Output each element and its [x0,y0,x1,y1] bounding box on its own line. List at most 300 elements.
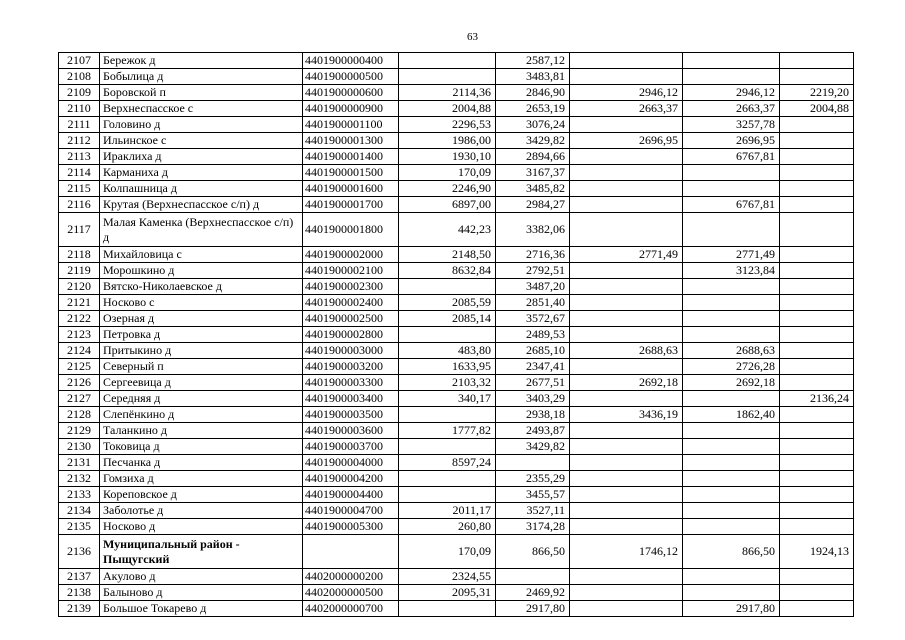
value-col-2: 3485,82 [496,181,570,197]
value-col-4: 866,50 [683,535,780,569]
value-col-2 [496,569,570,585]
value-col-3: 2663,37 [570,101,683,117]
settlements-table [58,52,854,617]
value-col-2: 2653,19 [496,101,570,117]
value-col-5 [780,279,854,295]
value-col-3 [570,471,683,487]
value-col-2: 2984,27 [496,197,570,213]
value-col-4: 2726,28 [683,359,780,375]
row-number: 2128 [59,407,100,423]
value-col-4 [683,439,780,455]
table-row [59,601,854,617]
value-col-4 [683,69,780,85]
value-col-2: 2938,18 [496,407,570,423]
oktmo-code: 4401900001700 [303,197,399,213]
table-row [59,407,854,423]
value-col-3 [570,569,683,585]
value-col-4 [683,503,780,519]
value-col-1: 2148,50 [399,247,496,263]
oktmo-code: 4401900001400 [303,149,399,165]
settlement-name: Боровской п [100,85,303,101]
table-row [59,311,854,327]
value-col-4 [683,487,780,503]
row-number: 2118 [59,247,100,263]
oktmo-code: 4401900002100 [303,263,399,279]
value-col-2: 2469,92 [496,585,570,601]
settlement-name: Песчанка д [100,455,303,471]
value-col-5 [780,601,854,617]
value-col-4 [683,53,780,69]
settlement-name: Головино д [100,117,303,133]
row-number: 2134 [59,503,100,519]
value-col-5 [780,133,854,149]
value-col-1: 8597,24 [399,455,496,471]
settlement-name: Колпашница д [100,181,303,197]
row-number: 2117 [59,213,100,247]
settlement-name: Гомзиха д [100,471,303,487]
value-col-3 [570,263,683,279]
settlement-name: Ираклиха д [100,149,303,165]
value-col-5 [780,247,854,263]
value-col-5 [780,569,854,585]
value-col-5 [780,359,854,375]
value-col-5 [780,213,854,247]
value-col-1 [399,439,496,455]
row-number: 2138 [59,585,100,601]
value-col-2: 2587,12 [496,53,570,69]
oktmo-code: 4401900003000 [303,343,399,359]
value-col-3 [570,391,683,407]
row-number: 2120 [59,279,100,295]
value-col-1: 1633,95 [399,359,496,375]
table-row [59,487,854,503]
row-number: 2122 [59,311,100,327]
oktmo-code: 4401900003600 [303,423,399,439]
settlement-name: Бережок д [100,53,303,69]
value-col-5 [780,503,854,519]
settlement-name: Вятско-Николаевское д [100,279,303,295]
table-row [59,263,854,279]
oktmo-code: 4402000000200 [303,569,399,585]
value-col-1: 8632,84 [399,263,496,279]
value-col-3 [570,487,683,503]
value-col-5 [780,455,854,471]
table-row [59,181,854,197]
value-col-1: 2246,90 [399,181,496,197]
oktmo-code: 4401900003700 [303,439,399,455]
row-number: 2131 [59,455,100,471]
value-col-4 [683,279,780,295]
value-col-4: 2946,12 [683,85,780,101]
value-col-5 [780,375,854,391]
value-col-2: 2851,40 [496,295,570,311]
value-col-4 [683,327,780,343]
settlement-name: Карманиха д [100,165,303,181]
value-col-5 [780,181,854,197]
value-col-1: 170,09 [399,535,496,569]
value-col-3 [570,327,683,343]
value-col-1: 2085,59 [399,295,496,311]
oktmo-code: 4401900002500 [303,311,399,327]
row-number: 2124 [59,343,100,359]
oktmo-code: 4401900004400 [303,487,399,503]
table-row [59,165,854,181]
value-col-2: 2716,36 [496,247,570,263]
value-col-1: 2004,88 [399,101,496,117]
oktmo-code: 4401900003200 [303,359,399,375]
oktmo-code: 4401900004000 [303,455,399,471]
value-col-4 [683,181,780,197]
oktmo-code: 4401900001600 [303,181,399,197]
value-col-1 [399,279,496,295]
value-col-2 [496,455,570,471]
row-number: 2108 [59,69,100,85]
value-col-3 [570,165,683,181]
table-row [59,535,854,569]
value-col-1 [399,471,496,487]
value-col-5 [780,519,854,535]
value-col-3: 2696,95 [570,133,683,149]
settlement-name: Носково с [100,295,303,311]
row-number: 2121 [59,295,100,311]
value-col-4 [683,295,780,311]
value-col-4 [683,391,780,407]
table-row [59,69,854,85]
value-col-3: 2946,12 [570,85,683,101]
value-col-3 [570,423,683,439]
value-col-1 [399,487,496,503]
settlement-name: Морошкино д [100,263,303,279]
value-col-5 [780,407,854,423]
value-col-1 [399,53,496,69]
table-row [59,101,854,117]
table-row [59,439,854,455]
value-col-5: 1924,13 [780,535,854,569]
table-row [59,391,854,407]
settlement-name: Ильинское с [100,133,303,149]
value-col-4 [683,585,780,601]
oktmo-code: 4401900001800 [303,213,399,247]
value-col-2: 2917,80 [496,601,570,617]
table-row [59,375,854,391]
value-col-1: 2103,32 [399,375,496,391]
value-col-3 [570,295,683,311]
value-col-3 [570,53,683,69]
value-col-4 [683,471,780,487]
settlement-name: Озерная д [100,311,303,327]
settlement-name: Балыново д [100,585,303,601]
table-row [59,455,854,471]
oktmo-code: 4401900002400 [303,295,399,311]
value-col-1 [399,69,496,85]
oktmo-code: 4401900000600 [303,85,399,101]
value-col-4 [683,455,780,471]
value-col-3 [570,311,683,327]
value-col-5 [780,149,854,165]
value-col-3: 2692,18 [570,375,683,391]
value-col-5 [780,585,854,601]
row-number: 2133 [59,487,100,503]
value-col-2: 2792,51 [496,263,570,279]
value-col-1 [399,327,496,343]
value-col-3 [570,181,683,197]
row-number: 2112 [59,133,100,149]
oktmo-code: 4401900004700 [303,503,399,519]
oktmo-code: 4401900003400 [303,391,399,407]
value-col-3 [570,503,683,519]
row-number: 2132 [59,471,100,487]
value-col-3 [570,601,683,617]
row-number: 2139 [59,601,100,617]
value-col-4: 3257,78 [683,117,780,133]
oktmo-code: 4401900003300 [303,375,399,391]
value-col-2: 2677,51 [496,375,570,391]
value-col-3 [570,279,683,295]
settlement-name: Токовица д [100,439,303,455]
value-col-4: 3123,84 [683,263,780,279]
settlement-name: Сергеевица д [100,375,303,391]
settlement-name: Северный п [100,359,303,375]
table-row [59,117,854,133]
row-number: 2114 [59,165,100,181]
table-row [59,569,854,585]
settlement-name: Слепёнкино д [100,407,303,423]
table-row [59,53,854,69]
value-col-5 [780,197,854,213]
value-col-2: 3572,67 [496,311,570,327]
oktmo-code: 4401900002800 [303,327,399,343]
value-col-2: 2685,10 [496,343,570,359]
value-col-1: 1986,00 [399,133,496,149]
value-col-4 [683,423,780,439]
value-col-1: 2296,53 [399,117,496,133]
value-col-4: 2696,95 [683,133,780,149]
value-col-5 [780,423,854,439]
value-col-4: 6767,81 [683,197,780,213]
value-col-5 [780,343,854,359]
value-col-5: 2136,24 [780,391,854,407]
value-col-5 [780,439,854,455]
oktmo-code: 4401900002000 [303,247,399,263]
value-col-3: 2688,63 [570,343,683,359]
value-col-2: 3429,82 [496,439,570,455]
value-col-5 [780,263,854,279]
settlement-name: Крутая (Верхнеспасское с/п) д [100,197,303,213]
settlement-name: Кореповское д [100,487,303,503]
settlement-name: Заболотье д [100,503,303,519]
value-col-2: 3076,24 [496,117,570,133]
row-number: 2119 [59,263,100,279]
value-col-3: 3436,19 [570,407,683,423]
value-col-2: 3527,11 [496,503,570,519]
value-col-4: 6767,81 [683,149,780,165]
value-col-1: 2114,36 [399,85,496,101]
value-col-5 [780,53,854,69]
oktmo-code: 4401900005300 [303,519,399,535]
settlement-name: Муниципальный район - Пыщугский [100,535,303,569]
oktmo-code: 4401900001300 [303,133,399,149]
row-number: 2127 [59,391,100,407]
table-row [59,279,854,295]
value-col-1: 442,23 [399,213,496,247]
value-col-1: 2011,17 [399,503,496,519]
value-col-2: 866,50 [496,535,570,569]
value-col-2: 2493,87 [496,423,570,439]
settlement-name: Малая Каменка (Верхнеспасское с/п) д [100,213,303,247]
table-row [59,197,854,213]
table-row [59,343,854,359]
table-row [59,471,854,487]
value-col-5 [780,295,854,311]
settlement-name: Бобылица д [100,69,303,85]
table-row [59,585,854,601]
table-row [59,149,854,165]
value-col-4: 2688,63 [683,343,780,359]
value-col-3 [570,117,683,133]
value-col-1: 260,80 [399,519,496,535]
value-col-5 [780,327,854,343]
table-row [59,423,854,439]
value-col-3 [570,585,683,601]
settlement-name: Середняя д [100,391,303,407]
value-col-3 [570,359,683,375]
value-col-3 [570,149,683,165]
oktmo-code: 4401900001100 [303,117,399,133]
value-col-1: 1930,10 [399,149,496,165]
value-col-2: 3455,57 [496,487,570,503]
oktmo-code: 4401900001500 [303,165,399,181]
value-col-3 [570,197,683,213]
table-row [59,133,854,149]
value-col-1 [399,407,496,423]
value-col-4: 2692,18 [683,375,780,391]
row-number: 2107 [59,53,100,69]
table-row [59,295,854,311]
settlement-name: Михайловица с [100,247,303,263]
value-col-5 [780,487,854,503]
oktmo-code: 4401900000900 [303,101,399,117]
value-col-1: 170,09 [399,165,496,181]
value-col-4 [683,213,780,247]
oktmo-code: 4402000000700 [303,601,399,617]
value-col-4: 2663,37 [683,101,780,117]
value-col-2: 3429,82 [496,133,570,149]
value-col-1: 483,80 [399,343,496,359]
value-col-2: 2894,66 [496,149,570,165]
value-col-2: 2347,41 [496,359,570,375]
table-row [59,85,854,101]
value-col-4: 2771,49 [683,247,780,263]
row-number: 2109 [59,85,100,101]
value-col-4 [683,165,780,181]
oktmo-code: 4401900002300 [303,279,399,295]
value-col-3 [570,213,683,247]
value-col-5 [780,69,854,85]
settlement-name: Притыкино д [100,343,303,359]
value-col-2: 2846,90 [496,85,570,101]
value-col-1: 2085,14 [399,311,496,327]
value-col-2: 3382,06 [496,213,570,247]
value-col-4 [683,519,780,535]
value-col-2: 3403,29 [496,391,570,407]
table-row [59,327,854,343]
value-col-3: 1746,12 [570,535,683,569]
table-body [59,53,854,617]
value-col-4 [683,569,780,585]
value-col-5 [780,117,854,133]
oktmo-code [303,535,399,569]
settlement-name: Носково д [100,519,303,535]
settlement-name: Большое Токарево д [100,601,303,617]
value-col-2: 3483,81 [496,69,570,85]
value-col-2: 3167,37 [496,165,570,181]
row-number: 2126 [59,375,100,391]
row-number: 2111 [59,117,100,133]
value-col-4: 1862,40 [683,407,780,423]
value-col-5 [780,471,854,487]
row-number: 2123 [59,327,100,343]
settlement-name: Петровка д [100,327,303,343]
value-col-1: 2095,31 [399,585,496,601]
value-col-3: 2771,49 [570,247,683,263]
value-col-5 [780,165,854,181]
value-col-3 [570,455,683,471]
row-number: 2113 [59,149,100,165]
settlement-name: Таланкино д [100,423,303,439]
oktmo-code: 4401900000400 [303,53,399,69]
value-col-1 [399,601,496,617]
page-number: 63 [467,31,478,43]
table-row [59,247,854,263]
row-number: 2130 [59,439,100,455]
value-col-2: 2489,53 [496,327,570,343]
value-col-1: 2324,55 [399,569,496,585]
table-row [59,503,854,519]
row-number: 2136 [59,535,100,569]
value-col-1: 1777,82 [399,423,496,439]
value-col-4: 2917,80 [683,601,780,617]
value-col-2: 2355,29 [496,471,570,487]
value-col-5 [780,311,854,327]
value-col-2: 3487,20 [496,279,570,295]
row-number: 2137 [59,569,100,585]
row-number: 2125 [59,359,100,375]
settlement-name: Акулово д [100,569,303,585]
value-col-3 [570,69,683,85]
oktmo-code: 4401900003500 [303,407,399,423]
table-row [59,213,854,247]
value-col-4 [683,311,780,327]
table-row [59,359,854,375]
value-col-5: 2219,20 [780,85,854,101]
table-row [59,519,854,535]
oktmo-code: 4401900000500 [303,69,399,85]
value-col-1: 340,17 [399,391,496,407]
value-col-3 [570,519,683,535]
value-col-5: 2004,88 [780,101,854,117]
row-number: 2115 [59,181,100,197]
oktmo-code: 4401900004200 [303,471,399,487]
row-number: 2135 [59,519,100,535]
settlement-name: Верхнеспасское с [100,101,303,117]
row-number: 2129 [59,423,100,439]
value-col-1: 6897,00 [399,197,496,213]
value-col-3 [570,439,683,455]
oktmo-code: 4402000000500 [303,585,399,601]
row-number: 2116 [59,197,100,213]
value-col-2: 3174,28 [496,519,570,535]
row-number: 2110 [59,101,100,117]
